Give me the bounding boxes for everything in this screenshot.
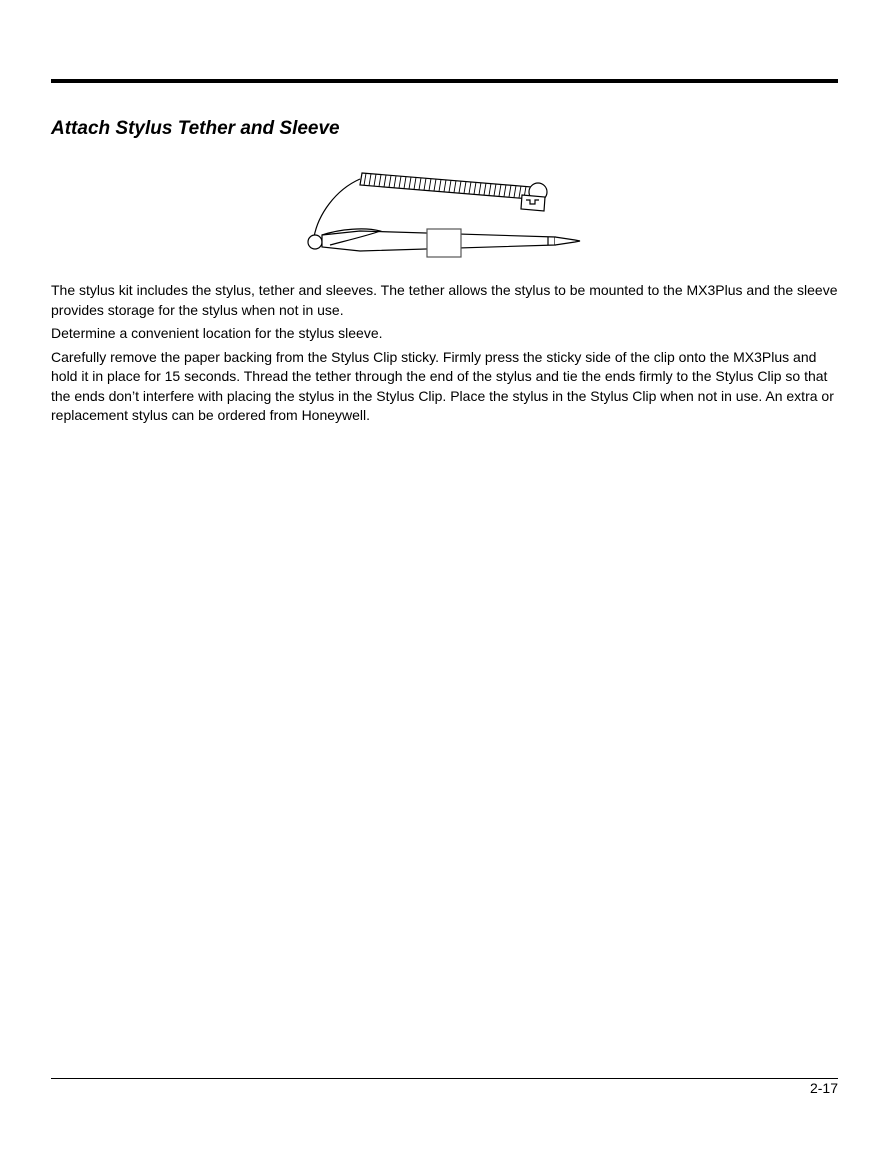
- bottom-rule: [51, 1078, 838, 1079]
- paragraph: Determine a convenient location for the stylus sleeve.: [51, 325, 383, 341]
- paragraph: Carefully remove the paper backing from the Stylus Clip sticky. Firmly press the sticky side of the clip onto the MX3Plus and hold it in place for 15 seconds. Thread the tether through the end of the stylus and tie the ends firmly to the Stylus Clip so that the ends don’t interfere with placing the stylus in the Stylus Clip. Place the stylus in the Stylus Clip when not in use. An extra or replacement stylus can be ordered from Honeywell.: [51, 348, 834, 423]
- stylus-icon: [322, 229, 580, 257]
- top-rule: [51, 79, 838, 83]
- paragraph: The stylus kit includes the stylus, tether and sleeves. The tether allows the stylus to be mounted to the MX3Plus and the sleeve provides storage for the stylus when not in use.: [51, 282, 838, 318]
- stylus-tether-illustration: [300, 165, 590, 265]
- section-title: Attach Stylus Tether and Sleeve: [51, 118, 340, 139]
- body-text: [51, 281, 841, 430]
- page-number: 2-17: [809, 1080, 838, 1096]
- coiled-tether-icon: [360, 173, 532, 199]
